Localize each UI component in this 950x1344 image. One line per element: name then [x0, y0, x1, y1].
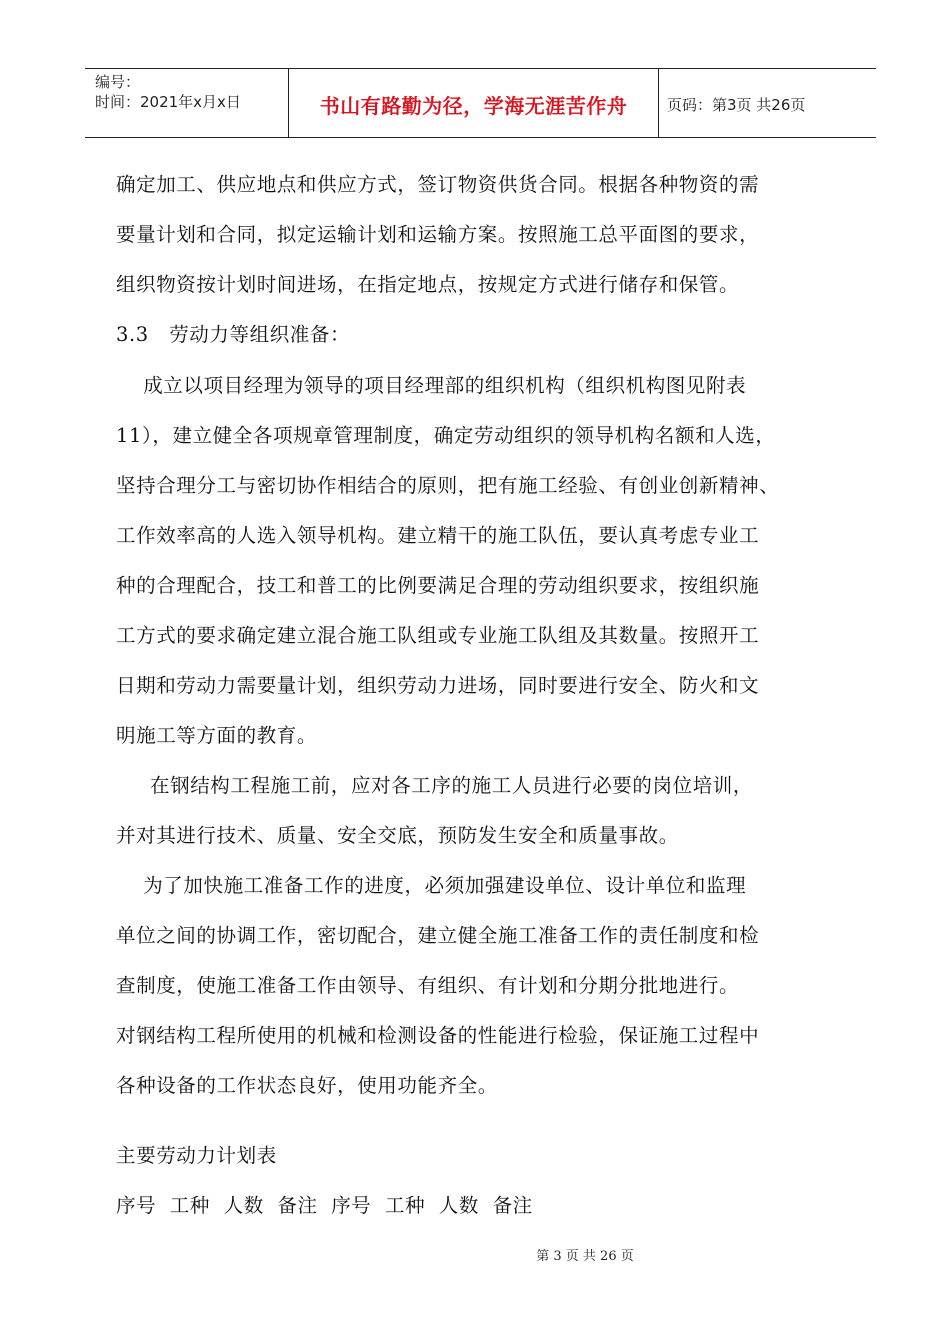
page-header — [85, 68, 876, 138]
body-line: 明施工等方面的教育。 — [116, 724, 318, 747]
body-line: 11），建立健全各项规章管理制度，确定劳动组织的领导机构名额和人选， — [116, 424, 776, 447]
header-page-cell — [659, 69, 876, 137]
body-line: 各种设备的工作状态良好，使用功能齐全。 — [116, 1074, 498, 1097]
section-heading: 3.3 劳动力等组织准备： — [116, 323, 351, 346]
body-line: 坚持合理分工与密切协作相结合的原则，把有施工经验、有创业创新精神、 — [116, 474, 780, 497]
body-line: 成立以项目经理为领导的项目经理部的组织机构（组织机构图见附表 — [116, 374, 747, 397]
body-line: 单位之间的协调工作，密切配合，建立健全施工准备工作的责任制度和检 — [116, 924, 760, 947]
body-line: 为了加快施工准备工作的进度，必须加强建设单位、设计单位和监理 — [116, 874, 747, 897]
page-footer: 第 3 页 共 26 页 — [536, 1249, 634, 1264]
body-line: 查制度，使施工准备工作由领导、有组织、有计划和分期分批地进行。 — [116, 974, 740, 997]
body-line: 工方式的要求确定建立混合施工队组或专业施工队组及其数量。按照开工 — [116, 624, 760, 647]
body-line: 工作效率高的人选入领导机构。建立精干的施工队伍，要认真考虑专业工 — [116, 524, 760, 547]
table-title: 主要劳动力计划表 — [116, 1144, 277, 1167]
header-meta-cell — [85, 69, 289, 137]
body-line: 确定加工、供应地点和供应方式，签订物资供货合同。根据各种物资的需 — [116, 173, 760, 196]
body-line: 要量计划和合同，拟定运输计划和运输方案。按照施工总平面图的要求， — [116, 223, 760, 246]
document-number-label: 编号： — [95, 73, 141, 91]
document-time-label: 时间：2021年x月x日 — [95, 93, 241, 111]
body-line: 日期和劳动力需要量计划，组织劳动力进场，同时要进行安全、防火和文 — [116, 674, 760, 697]
header-page-number: 页码：第3页 共26页 — [667, 96, 806, 114]
body-line: 在钢结构工程施工前，应对各工序的施工人员进行必要的岗位培训， — [116, 774, 753, 797]
body-line: 并对其进行技术、质量、安全交底，预防发生安全和质量事故。 — [116, 824, 679, 847]
header-motto-cell — [289, 69, 659, 137]
header-motto: 书山有路勤为径，学海无涯苦作舟 — [319, 94, 628, 118]
body-line: 对钢结构工程所使用的机械和检测设备的性能进行检验，保证施工过程中 — [116, 1024, 760, 1047]
body-line: 种的合理配合，技工和普工的比例要满足合理的劳动组织要求，按组织施 — [116, 574, 760, 597]
table-header-row: 序号 工种 人数 备注 序号 工种 人数 备注 — [116, 1194, 533, 1217]
body-line: 组织物资按计划时间进场，在指定地点，按规定方式进行储存和保管。 — [116, 273, 740, 296]
